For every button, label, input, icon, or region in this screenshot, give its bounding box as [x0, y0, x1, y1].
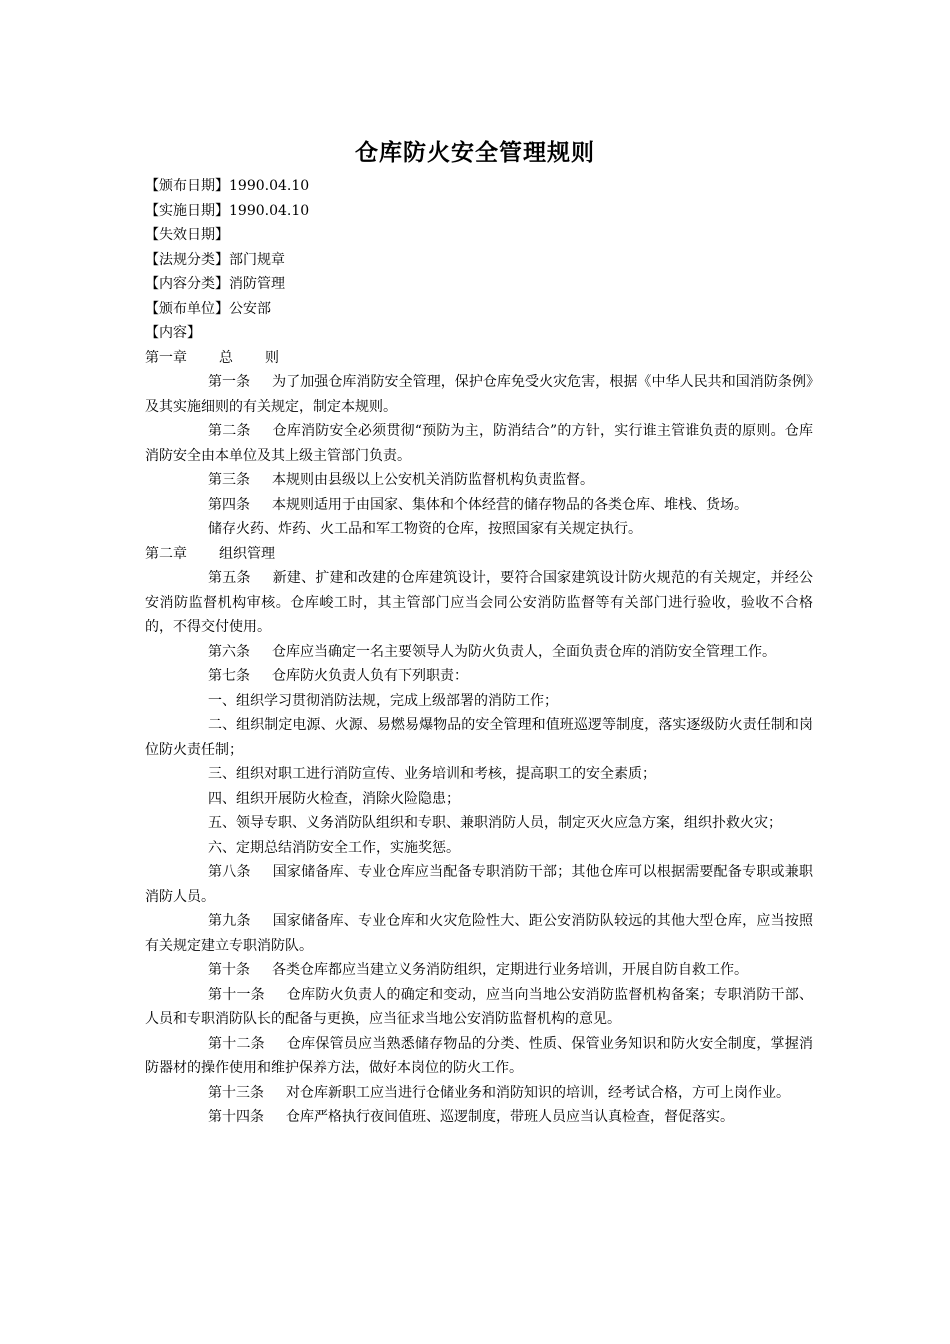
- article-text: 本规则适用于由国家、集体和个体经营的储存物品的各类仓库、堆栈、货场。: [272, 496, 748, 513]
- meta-effective-date: 【实施日期】1990.04.10: [145, 202, 310, 219]
- article-number: 第十二条: [208, 1035, 265, 1052]
- meta-expiry-date: 【失效日期】: [145, 227, 229, 243]
- chapter-title-part: 则: [265, 349, 279, 366]
- article-text: 仓库应当确定一名主要领导人为防火负责人，全面负责仓库的消防安全管理工作。: [272, 643, 776, 660]
- duty-item: 二、组织制定电源、火源、易燃易爆物品的安全管理和值班巡逻等制度，落实逐级防火责任制和岗位防火责任制；: [145, 717, 813, 758]
- article-number: 第十一条: [208, 986, 265, 1003]
- article: [145, 958, 813, 983]
- article: [145, 493, 813, 518]
- chapter-number: 第一章: [145, 349, 187, 366]
- article-number: 第二条: [208, 423, 251, 439]
- article: [145, 909, 813, 958]
- chapter-heading: [145, 542, 813, 567]
- article: [145, 566, 813, 640]
- article-text: 新建、扩建和改建的仓库建筑设计，要符合国家建筑设计防火规范的有关规定，并经公安消防监督机构审核。仓库峻工时，其主管部门应当会同公安消防监督等有关部门进行验收，验收不合格的，不得交付使用。: [145, 570, 814, 635]
- meta-issuing-unit: 【颁布单位】公安部: [145, 300, 271, 317]
- article-number: 第六条: [208, 643, 250, 660]
- article: [145, 664, 813, 689]
- article: [145, 419, 813, 468]
- chapter-title-part: 总: [219, 349, 233, 366]
- meta-content-category: 【内容分类】消防管理: [145, 276, 285, 292]
- article-paragraph: 储存火药、炸药、火工品和军工物资的仓库，按照国家有关规定执行。: [208, 521, 642, 537]
- article: [145, 983, 813, 1032]
- article-number: 第十三条: [208, 1084, 264, 1101]
- duty-item: 一、组织学习贯彻消防法规，完成上级部署的消防工作；: [208, 692, 558, 709]
- meta-regulation-category: 【法规分类】部门规章: [145, 251, 285, 268]
- article-number: 第十四条: [208, 1109, 264, 1125]
- document-title: 仓库防火安全管理规则: [355, 140, 595, 166]
- article-text: 仓库保管员应当熟悉储存物品的分类、性质、保管业务知识和防火安全制度，掌握消防器材的操作使用和维护保养方法，做好本岗位的防火工作。: [145, 1035, 814, 1076]
- article-number: 第七条: [208, 668, 250, 684]
- article: [145, 860, 813, 909]
- duty-item: 三、组织对职工进行消防宣传、业务培训和考核，提高职工的安全素质；: [208, 766, 656, 782]
- chapter-heading: [145, 346, 813, 371]
- article: [145, 468, 813, 493]
- chapter-number: 第二章: [145, 545, 187, 562]
- article-text: 仓库消防安全必须贯彻“预防为主，防消结合”的方针，实行谁主管谁负责的原则。仓库消防安全由本单位及其上级主管部门负责。: [145, 423, 814, 464]
- article-text: 对仓库新职工应当进行仓储业务和消防知识的培训，经考试合格，方可上岗作业。: [286, 1084, 790, 1101]
- article-text: 仓库防火负责人的确定和变动，应当向当地公安消防监督机构备案；专职消防干部、人员和专职消防队长的配备与更换，应当征求当地公安消防监督机构的意见。: [145, 986, 814, 1027]
- article: [145, 1032, 813, 1081]
- article-text: 各类仓库都应当建立义务消防组织，定期进行业务培训，开展自防自救工作。: [272, 962, 748, 978]
- duty-item: 六、定期总结消防安全工作，实施奖惩。: [208, 839, 460, 856]
- article-number: 第三条: [208, 472, 250, 488]
- duty-item: 五、领导专职、义务消防队组织和专职、兼职消防人员，制定灭火应急方案，组织扑救火灾；: [208, 815, 782, 831]
- article-number: 第九条: [208, 913, 251, 929]
- article-text: 国家储备库、专业仓库应当配备专职消防干部；其他仓库可以根据需要配备专职或兼职消防人员。: [145, 864, 814, 905]
- article-text: 国家储备库、专业仓库和火灾危险性大、距公安消防队较远的其他大型仓库，应当按照有关规定建立专职消防队。: [145, 913, 814, 954]
- article: [145, 640, 813, 665]
- article: [145, 1081, 813, 1106]
- article: [145, 1105, 813, 1130]
- article-number: 第十条: [208, 962, 250, 978]
- article-number: 第四条: [208, 496, 250, 513]
- article-number: 第一条: [208, 374, 251, 390]
- article: [145, 370, 813, 419]
- article-text: 仓库防火负责人负有下列职责：: [272, 668, 468, 684]
- article-text: 本规则由县级以上公安机关消防监督机构负责监督。: [272, 472, 594, 488]
- document-body: [145, 174, 813, 1130]
- meta-content-label: 【内容】: [145, 325, 201, 341]
- chapter-title: 组织管理: [219, 545, 275, 562]
- article-number: 第八条: [208, 864, 251, 880]
- meta-issue-date: 【颁布日期】1990.04.10: [145, 178, 310, 194]
- article-text: 仓库严格执行夜间值班、巡逻制度，带班人员应当认真检查，督促落实。: [286, 1109, 734, 1125]
- duty-item: 四、组织开展防火检查，消除火险隐患；: [208, 790, 460, 807]
- article-number: 第五条: [208, 570, 251, 586]
- article-text: 为了加强仓库消防安全管理，保护仓库免受火灾危害，根据《中华人民共和国消防条例》及其实施细则的有关规定，制定本规则。: [145, 374, 814, 415]
